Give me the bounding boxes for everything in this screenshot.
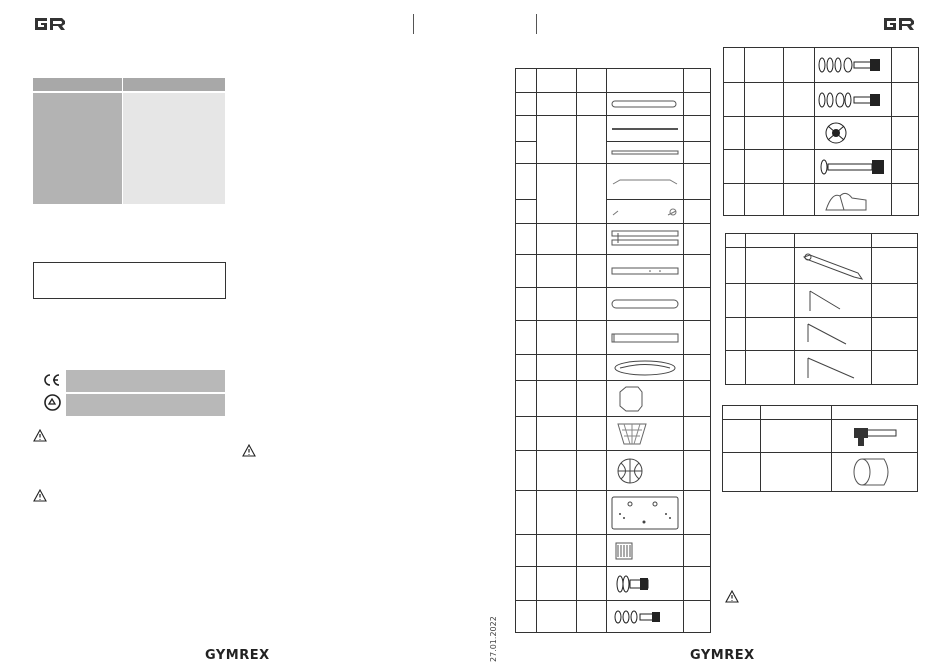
tube-icon — [610, 331, 680, 345]
table-row — [516, 567, 711, 601]
required-tools-table — [722, 405, 918, 492]
table-row — [726, 318, 918, 351]
allen-key-icon — [800, 354, 866, 382]
bolt-icon — [816, 156, 890, 178]
tools-table — [725, 233, 918, 385]
table-row — [516, 535, 711, 567]
table-row — [516, 381, 711, 417]
document-date: 27.01.2022 — [489, 616, 498, 662]
rod-icon — [610, 147, 680, 159]
tube-icon — [610, 265, 680, 277]
footer-brand-right: GYMREX — [690, 648, 755, 663]
table-row — [726, 351, 918, 385]
table-row — [726, 248, 918, 284]
warning-icon — [33, 429, 47, 442]
brand-logo-left — [33, 14, 67, 39]
recycle-icon — [44, 394, 61, 415]
warning-icon — [33, 489, 47, 502]
parts-list-table — [515, 68, 711, 633]
footer-brand-left: GYMREX — [205, 648, 270, 663]
table-row — [516, 451, 711, 491]
table-row — [724, 150, 919, 184]
hammer-icon — [848, 422, 902, 450]
spec-row — [33, 168, 225, 183]
table-row — [724, 184, 919, 216]
warning-icon — [725, 590, 739, 603]
gr-logo-icon — [33, 14, 67, 34]
table-row — [516, 355, 711, 381]
table-row — [723, 420, 918, 453]
table-row — [516, 93, 711, 116]
table-row — [726, 284, 918, 318]
warning-icon — [242, 444, 256, 457]
table-header-row — [723, 406, 918, 420]
table-row — [516, 224, 711, 255]
spec-row — [33, 123, 225, 138]
table-row — [516, 491, 711, 535]
frame-icon — [610, 228, 680, 250]
table-row — [724, 48, 919, 83]
ball-icon — [610, 455, 680, 487]
hardware-card-icon — [610, 494, 680, 532]
gr-logo-icon — [882, 14, 916, 34]
notice-box — [33, 262, 226, 299]
table-row — [724, 83, 919, 117]
table-row — [516, 164, 711, 200]
table-row — [516, 417, 711, 451]
table-row — [516, 255, 711, 288]
table-row — [516, 321, 711, 355]
page-divider-1 — [413, 14, 414, 34]
bolt-icon — [610, 572, 680, 596]
tube-icon — [610, 297, 680, 311]
hardware-table — [723, 47, 919, 216]
bolt-icon — [816, 54, 890, 76]
allen-key-icon — [800, 320, 866, 348]
page-divider-2 — [536, 14, 537, 34]
ring-icon — [610, 384, 680, 414]
bolt-icon — [610, 607, 680, 627]
allen-key-icon — [800, 287, 866, 315]
spec-header-row — [33, 78, 225, 91]
bolt-icon — [816, 89, 890, 111]
backboard-icon — [610, 359, 680, 377]
net-icon — [610, 421, 680, 447]
table-row — [723, 453, 918, 492]
spec-row — [33, 138, 225, 153]
table-row — [516, 116, 711, 142]
table-header-row — [726, 234, 918, 248]
tape-icon — [848, 455, 902, 489]
ce-mark-icon — [42, 372, 62, 391]
brand-logo-right — [882, 14, 916, 39]
anchor-icon — [816, 186, 890, 214]
table-header-row — [516, 69, 711, 93]
clamp-icon — [816, 120, 890, 146]
rod-icon — [610, 123, 680, 135]
table-row — [516, 601, 711, 633]
tube-icon — [610, 98, 680, 110]
spring-icon — [610, 539, 680, 563]
spec-row — [33, 153, 225, 168]
bracket-icon — [610, 205, 680, 219]
table-row — [516, 288, 711, 321]
spec-row — [33, 93, 225, 108]
table-row — [724, 117, 919, 150]
wrench-icon — [800, 251, 866, 281]
spec-row — [33, 108, 225, 123]
recycle-info-bar — [66, 394, 225, 416]
spec-row — [33, 183, 225, 204]
ce-info-bar — [66, 370, 225, 392]
bent-rod-icon — [610, 175, 680, 189]
